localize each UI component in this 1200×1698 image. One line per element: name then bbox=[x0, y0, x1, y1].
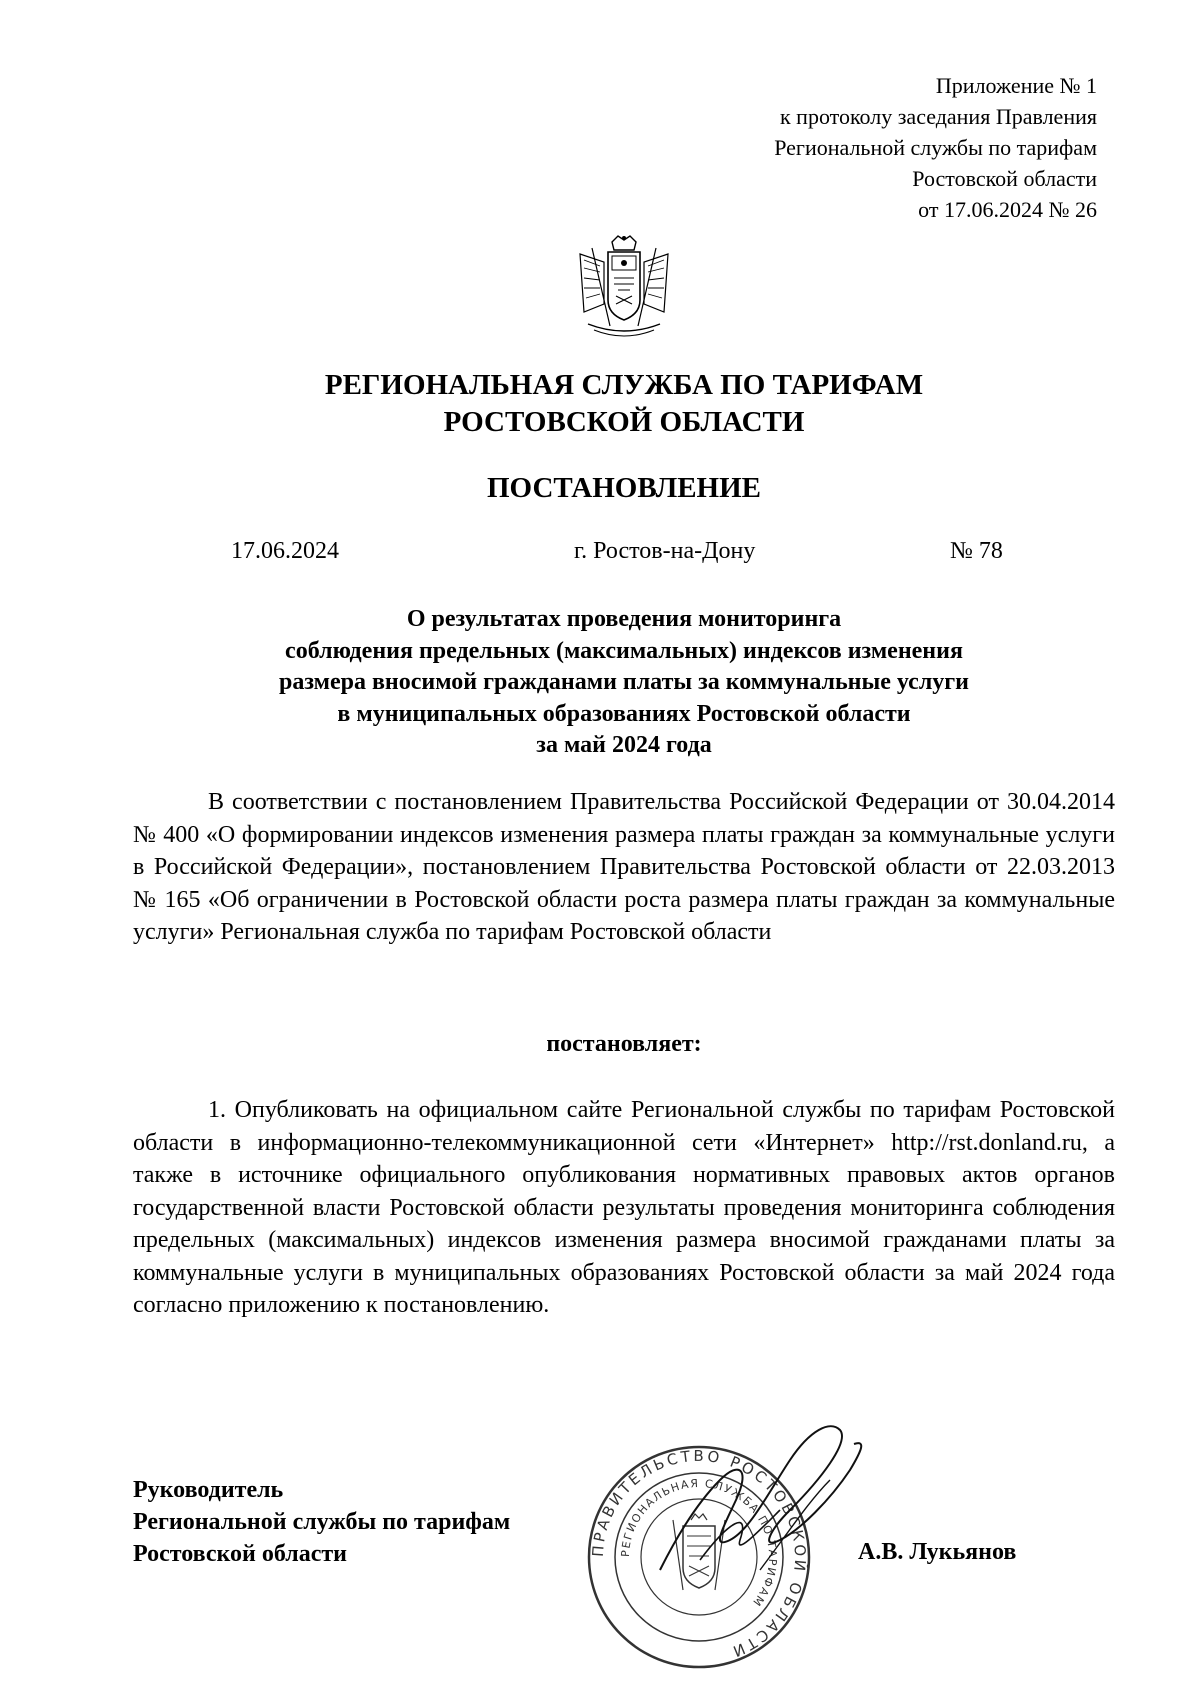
signatory-title-line: Региональной службы по тарифам bbox=[133, 1509, 511, 1535]
signatory-title bbox=[133, 1474, 510, 1570]
item-1-paragraph bbox=[133, 1094, 1115, 1322]
preamble-text: В соответствии с постановлением Правительства Российской Федерации от 30.04.2014 № 400 «О формировании индексов изменения размера платы граждан за коммунальные услуги в Российской Федерации», постановлением Правительства Ростовской области от 22.03.2013 № 165 «Об ограничении в Ростовской области роста размера платы граждан за коммунальные услуги» Региональная служба по тарифам Ростовской области bbox=[133, 789, 1115, 945]
organization-name bbox=[0, 367, 1200, 441]
subject-line: размера вносимой гражданами платы за коммунальные услуги bbox=[278, 669, 970, 695]
appendix-line: Региональной службы по тарифам bbox=[774, 135, 1097, 160]
document-city: г. Ростов-на-Дону bbox=[574, 538, 756, 564]
preamble-paragraph bbox=[133, 786, 1115, 949]
document-type: ПОСТАНОВЛЕНИЕ bbox=[486, 472, 761, 504]
subject-line: за май 2024 года bbox=[536, 732, 712, 758]
seal-outer-text: ПРАВИТЕЛЬСТВО РОСТОВСКОЙ ОБЛАСТИ bbox=[588, 1446, 810, 1662]
signatory-name: А.В. Лукьянов bbox=[858, 1539, 1017, 1565]
document-subject bbox=[0, 604, 1200, 762]
appendix-line: Ростовской области bbox=[912, 166, 1097, 191]
document-date: 17.06.2024 bbox=[231, 538, 339, 564]
subject-line: соблюдения предельных (максимальных) индексов изменения bbox=[285, 637, 963, 664]
item-1-text: 1. Опубликовать на официальном сайте Региональной службы по тарифам Ростовской области в информационно-телекоммуникационной сети «Интернет» http://rst.donland.ru, а также в источнике официального опубликования нормативных правовых актов органов государственной власти Ростовской области результаты проведения мониторинга соблюдения предельных (максимальных) индексов изменения размера вносимой гражданами платы за коммунальные услуги в муниципальных образованиях Ростовской области за май 2024 года согласно приложению к постановлению. bbox=[133, 1097, 1115, 1318]
appendix-line: Приложение № 1 bbox=[935, 73, 1097, 98]
seal-inner-text: РЕГИОНАЛЬНАЯ СЛУЖБА ПО ТАРИФАМ bbox=[618, 1476, 780, 1610]
subject-line: О результатах проведения мониторинга bbox=[406, 606, 842, 632]
org-line: РЕГИОНАЛЬНАЯ СЛУЖБА ПО ТАРИФАМ bbox=[324, 369, 924, 401]
document-number: № 78 bbox=[950, 538, 1003, 564]
subject-line: в муниципальных образованиях Ростовской области bbox=[337, 700, 911, 727]
coat-of-arms-icon bbox=[574, 234, 674, 342]
org-line: РОСТОВСКОЙ ОБЛАСТИ bbox=[443, 406, 805, 438]
decree-word: постановляет: bbox=[546, 1031, 702, 1057]
appendix-line: от 17.06.2024 № 26 bbox=[918, 197, 1097, 222]
appendix-note bbox=[774, 70, 1097, 225]
handwritten-signature bbox=[640, 1410, 880, 1610]
appendix-line: к протоколу заседания Правления bbox=[779, 104, 1097, 129]
signatory-title-line: Ростовской области bbox=[133, 1541, 347, 1567]
signatory-title-line: Руководитель bbox=[133, 1477, 284, 1503]
